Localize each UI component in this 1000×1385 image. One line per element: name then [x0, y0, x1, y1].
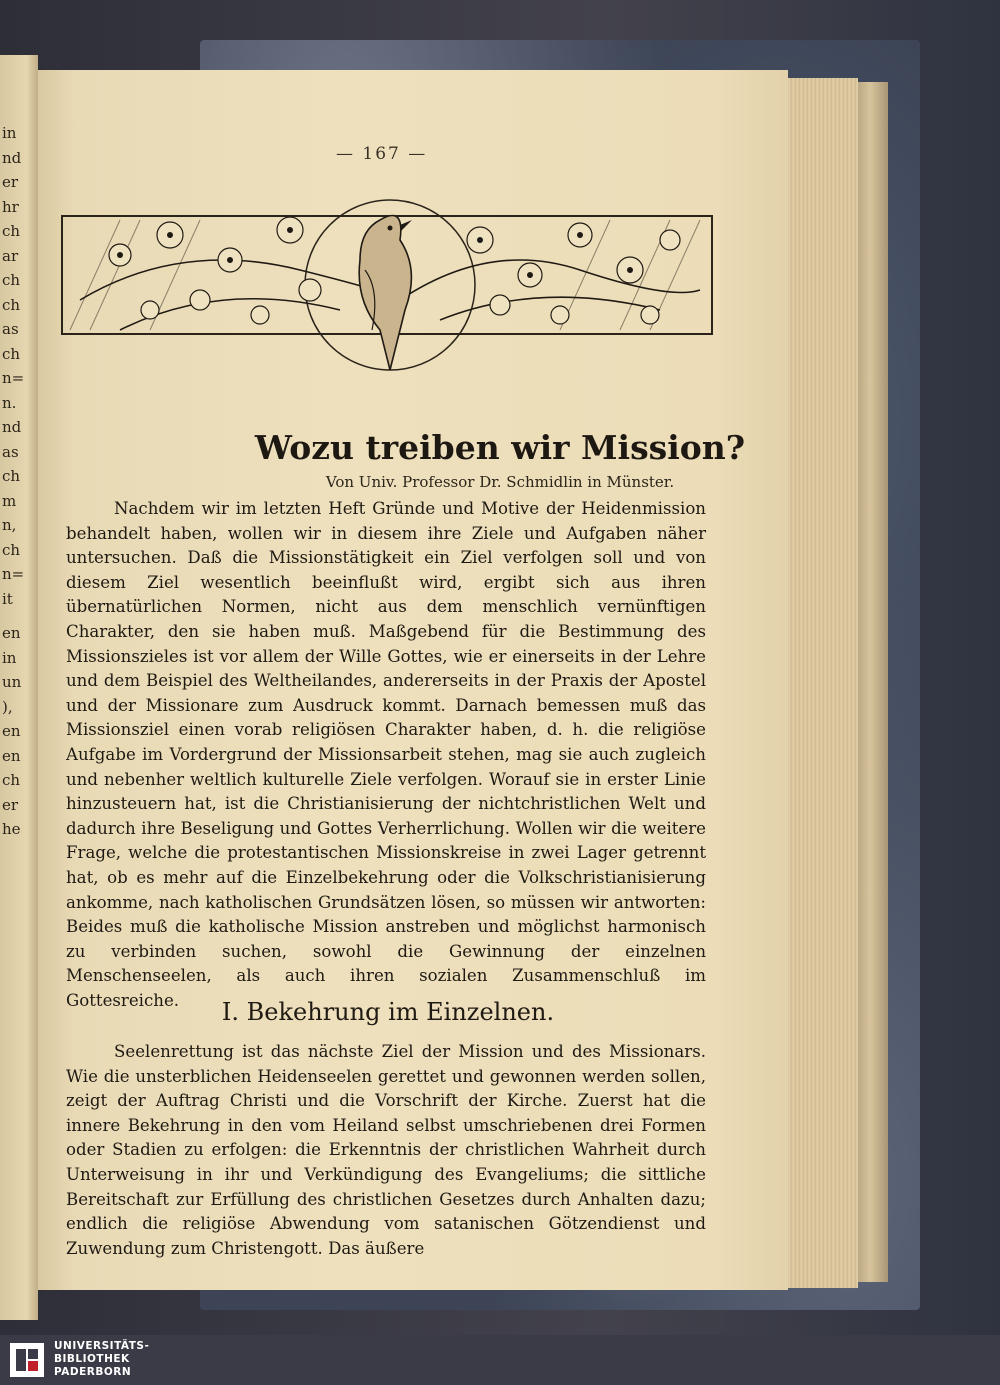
page-edges: [788, 78, 858, 1288]
left-page: [0, 55, 38, 1320]
library-name-line: BIBLIOTHEK: [54, 1353, 130, 1365]
left-page-text-fragment: hr: [2, 197, 19, 216]
left-page-text-fragment: m: [2, 491, 17, 510]
left-page-text-fragment: un: [2, 673, 22, 691]
left-page-text-fragment: ch: [2, 540, 21, 559]
left-page-text-fragment: ch: [2, 222, 21, 240]
left-page-text-fragment: it: [2, 589, 13, 608]
left-page-text-fragment: ar: [2, 246, 19, 265]
left-page-text-fragment: en: [2, 722, 21, 740]
article-byline: Von Univ. Professor Dr. Schmidlin in Münster.: [325, 473, 675, 491]
left-page-text-fragment: n,: [2, 516, 17, 534]
body-paragraph-1: [66, 497, 706, 1013]
left-page-text-fragment: ch: [2, 271, 21, 289]
left-page-text-fragment: ch: [2, 295, 21, 314]
left-page-text-fragment: er: [2, 173, 19, 191]
paragraph-text: Nachdem wir im letzten Heft Gründe und Motive der Heidenmission behandelt haben, wollen wir in diesem ihre Ziele und Aufgaben näher untersuchen. Daß die Missionstätigkeit ein Ziel verfolgen soll und von diesem Ziel wesentlich beeinflußt wird, ergibt sich aus ihren übernatürlichen Normen, nicht aus dem menschlich vernünftigen Charakter, den sie haben muß. Maßgebend für die Bestimmung des Missionszieles ist vor allem der Wille Gottes, wie er einerseits in der Lehre und dem Beispiel des Weltheilandes, andererseits in der Praxis der Apostel und der Missionare zum Ausdruck kommt. Darnach bemessen muß das Missionsziel einen vorab religiösen Charakter haben, d. h. die religiöse Aufgabe im Vordergrund der Missionsarbeit stehen, mag sie auch zugleich und nebenher weltlich kulturelle Ziele verfolgen. Worauf sie in erster Linie hinzusteuern hat, ist die Christianisierung der nichtchristlichen Welt und dadurch ihre Beseligung und Gottes Verherrlichung. Wollen wir die weitere Frage, welche die protestantischen Missionskreise in zwei Lager getrennt hat, ob es mehr auf die Einzelbekehrung oder die Volkschristianisierung ankomme, nach katholischen Grundsätzen lösen, so müssen wir antworten: Beides muß die katholische Mission anstreben und möglichst harmonisch zu verbinden suchen, sowohl die Gewinnung der einzelnen Menschenseelen, als auch ihren sozialen Zusammenschluß im Gottesreiche.: [66, 499, 706, 1010]
left-page-text-fragment: ch: [2, 467, 21, 485]
library-name-line: UNIVERSITÄTS-: [54, 1340, 150, 1352]
section-heading: I. Bekehrung im Einzelnen.: [221, 998, 555, 1026]
bird-vignette-illustration: [60, 180, 714, 390]
article-title: Wozu treiben wir Mission?: [254, 428, 746, 467]
left-page-text-fragment: en: [2, 624, 21, 642]
library-name-line: PADERBORN: [54, 1366, 132, 1378]
left-page-text-fragment: ch: [2, 344, 21, 363]
left-page-text-fragment: n=: [2, 369, 25, 387]
left-page-text-fragment: er: [2, 795, 19, 814]
left-page-text-fragment: ),: [2, 697, 13, 716]
left-page-text-fragment: in: [2, 124, 17, 142]
library-logo-icon: [8, 1341, 46, 1379]
cover-edge: [858, 82, 888, 1282]
left-page-text-fragment: n.: [2, 393, 17, 412]
left-page-text-fragment: as: [2, 442, 19, 461]
left-page-text-fragment: ch: [2, 771, 21, 789]
library-name: [54, 1340, 149, 1379]
left-page-text-fragment: as: [2, 320, 19, 338]
left-page-text-fragment: en: [2, 746, 21, 765]
page-number: — 167 —: [336, 144, 428, 164]
body-paragraph-2: [66, 1040, 706, 1261]
left-page-text-fragment: he: [2, 820, 21, 838]
left-page-text-fragment: nd: [2, 418, 22, 436]
paragraph-text: Seelenrettung ist das nächste Ziel der Mission und des Missionars. Wie die unsterblichen Heidenseelen gerettet und gewonnen werden sollen, zeigt der Auftrag Christi und die Vorschrift der Kirche. Zuerst hat die innere Bekehrung in den vom Heiland selbst umschriebenen drei Formen oder Stadien zu erfolgen: die Erkenntnis der christlichen Wahrheit durch Unterweisung in ihr und Verkündigung des Evangeliums; die sittliche Bereitschaft zur Erfüllung des christlichen Gesetzes durch Anhalten dazu; endlich die religiöse Abwendung vom satanischen Götzendienst und Zuwendung zum Christengott. Das äußere: [66, 1042, 706, 1258]
library-footer: [0, 1335, 1000, 1385]
left-page-text-fragment: n=: [2, 565, 25, 583]
left-page-text-fragment: nd: [2, 148, 22, 167]
left-page-text-fragment: in: [2, 648, 17, 667]
